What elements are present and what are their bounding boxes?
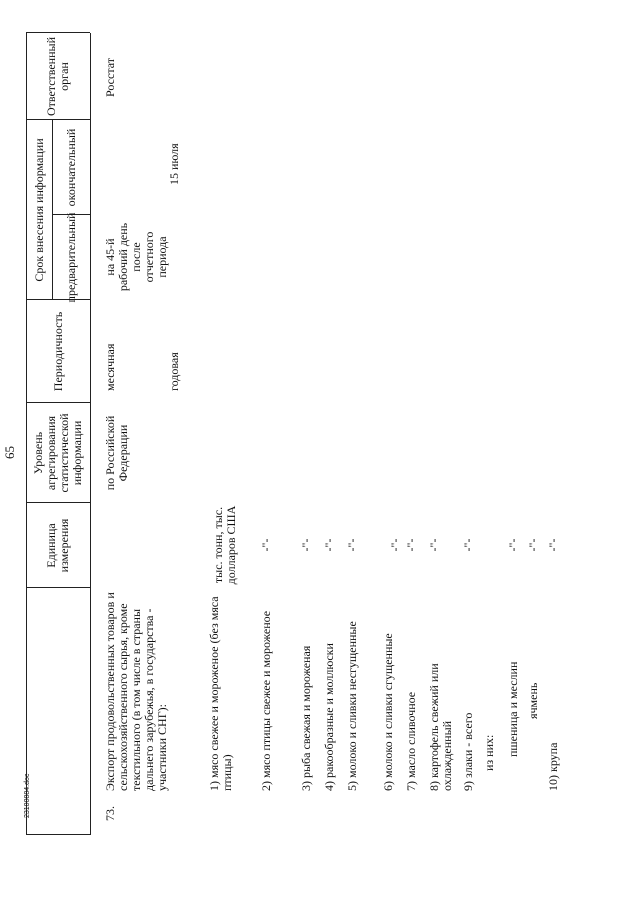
header-aggregation: Уровень агрегирования статистической информации xyxy=(31,413,84,493)
list-item: 5) молоко и сливки несгущенные xyxy=(345,621,359,791)
page-number: 65 xyxy=(2,446,17,459)
list-item-unit: -"- xyxy=(259,538,273,552)
header-bottom-rule xyxy=(90,33,91,835)
row-responsible: Росстат xyxy=(103,58,117,97)
list-item-unit: -"- xyxy=(404,538,418,552)
list-item-unit: -"- xyxy=(427,538,441,552)
list-item: 8) картофель свежий или охлажденный xyxy=(427,663,454,791)
list-item: 1) мясо свежее и мороженое (без мяса птицы) xyxy=(207,596,234,791)
list-item: 6) молоко и сливки сгущенные xyxy=(381,633,395,791)
list-item: 9) злаки - всего xyxy=(461,712,475,791)
column-divider xyxy=(26,834,90,835)
row-title: Экспорт продовольственных товаров и сельскохозяйственного сырья, кроме текстильного (в том числе в страны дальнего зарубежья, в государства - участники СНГ): xyxy=(103,592,169,791)
header-final: окончательный xyxy=(63,128,78,207)
list-item-unit: -"- xyxy=(322,538,336,552)
header-periodicity: Периодичность xyxy=(50,311,65,392)
list-item: пшеница и меслин xyxy=(506,661,520,757)
list-item-unit: тыс. тонн, тыс. долларов США xyxy=(211,505,238,585)
list-item: ячмень xyxy=(526,682,540,719)
header-deadline: Срок внесения информации xyxy=(31,138,46,282)
footer-filename: 23100884.doc xyxy=(24,773,31,818)
row-periodicity-annual: годовая xyxy=(167,352,181,391)
list-item-unit: -"- xyxy=(546,538,560,552)
row-preliminary: на 45-й рабочий день после отчетного периода xyxy=(103,222,169,292)
row-periodicity-monthly: месячная xyxy=(103,343,117,391)
list-item-unit: -"- xyxy=(299,538,313,552)
list-item: 10) крупа xyxy=(546,742,560,791)
list-item: 3) рыба свежая и мороженая xyxy=(299,645,313,791)
list-item-unit: -"- xyxy=(345,538,359,552)
header-preliminary: предварительный xyxy=(63,212,78,303)
list-item-unit: -"- xyxy=(506,538,520,552)
list-item: 7) масло сливочное xyxy=(404,691,418,791)
list-item-unit: -"- xyxy=(461,538,475,552)
list-item: 4) ракообразные и моллюски xyxy=(322,643,336,791)
list-item: из них: xyxy=(482,734,496,771)
header-unit: Единица измерения xyxy=(44,518,71,573)
header-responsible: Ответственный орган xyxy=(44,36,71,117)
list-item: 2) мясо птицы свежее и мороженое xyxy=(259,610,273,791)
list-item-unit: -"- xyxy=(526,538,540,552)
list-item-unit: -"- xyxy=(388,538,402,552)
row-aggregation: по Российской Федерации xyxy=(103,415,130,491)
row-final: 15 июля xyxy=(167,143,181,185)
row-number: 73. xyxy=(103,806,117,821)
